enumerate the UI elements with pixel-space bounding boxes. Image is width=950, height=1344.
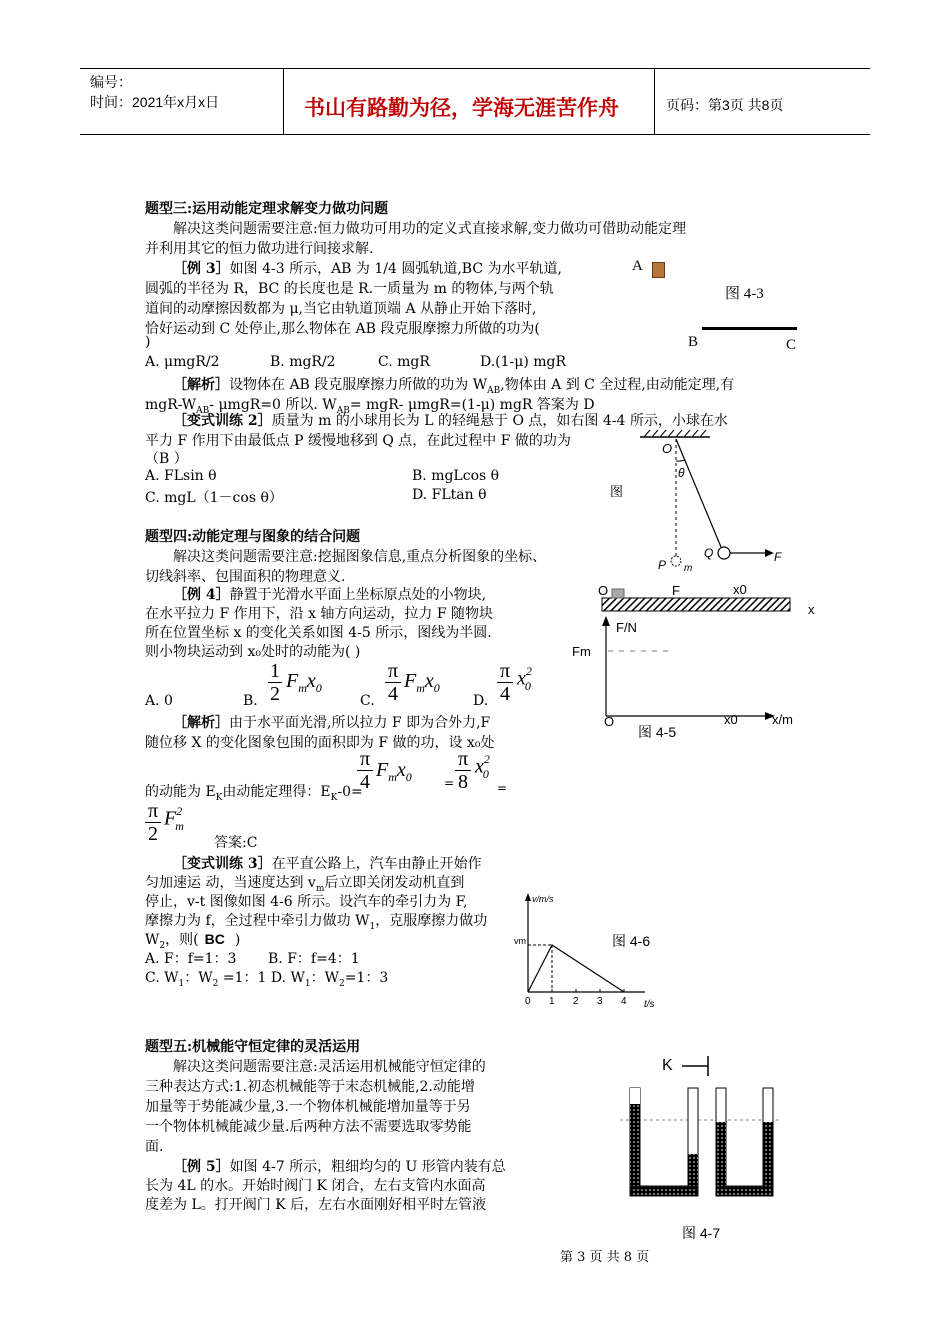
solution4-frac3: π 2 [145, 800, 161, 845]
example4-tag: ［例 4］ [173, 587, 230, 603]
fig45-label-x: x [808, 602, 815, 617]
variant3-answer: BC [204, 931, 225, 947]
section4-intro-line2: 切线斜率、包围面积的物理意义. [145, 569, 346, 585]
fig46-tick-label: 1 [549, 996, 555, 1007]
example5-tag: ［例 5］ [173, 1159, 230, 1175]
page-footer: 第 3 页 共 8 页 [560, 1250, 650, 1265]
example3-option-b: B. mgR/2 [270, 354, 336, 370]
fig43-label-c: C [786, 337, 797, 353]
fig46-caption: 图 4-6 [612, 933, 651, 949]
fig46-vm-label: vm [514, 936, 526, 946]
section3-title: 题型三:运用动能定理求解变力做功问题 [145, 201, 389, 217]
fig44-ball-p [671, 556, 681, 566]
fig45-caption: 图 4-5 [638, 724, 677, 740]
variant2-option-a: A. FLsin θ [145, 468, 217, 484]
solution4-line3: 的动能为 $E_K$由动能定理得：$E_K-0=$ [145, 784, 363, 803]
fig44-label-o: O [662, 441, 673, 456]
option-d-expr: $x^2_0$ [517, 664, 532, 693]
fig46-v-label: v/m/s [532, 894, 554, 904]
solution4-expr3: $F^2_m$ [164, 804, 184, 833]
fig43-caption: 图 4-3 [725, 286, 764, 302]
fig46-chart [510, 888, 670, 1008]
example4-line2: 在水平拉力 F 作用下，沿 x 轴方向运动，拉力 F 随物块 [145, 606, 494, 622]
variant2-answer: （B ） [145, 451, 188, 467]
example3-text1: 如图 4-3 所示，AB 为 1/4 圆弧轨道,BC 为水平轨道, [229, 261, 562, 277]
solution4-expr2: $x^2_0$ [475, 752, 490, 781]
variant3-line2: 匀加速运 动，当速度达到 $v_m$后立即关闭发动机直到 [145, 875, 465, 894]
variant2-option-d: D. FLtan θ [412, 487, 487, 503]
variant2-option-c: C. mgL（1－cos θ） [145, 490, 283, 506]
fig45-label-fn: F/N [616, 620, 637, 635]
fig44-hatching [644, 430, 706, 437]
fig47-right-tube [716, 1088, 773, 1196]
solution4-tag: ［解析］ [173, 715, 229, 731]
variant2-option-b: B. mgLcos θ [412, 468, 500, 484]
fig47-diagram [620, 1048, 780, 1248]
example5-line1: ［例 5］如图 4-7 所示，粗细均匀的 U 形管内装有总 [173, 1159, 506, 1175]
example3-line1 [173, 258, 562, 278]
fig44-label-p: P [658, 558, 667, 572]
example3-option-d: D.(1-μ) mgR [480, 354, 567, 370]
example4-option-c: C. [360, 693, 375, 709]
solution4-line2: 随位移 X 的变化图象包围的面积即为 F 做的功，设 x₀处 [145, 735, 495, 751]
example4-option-b: B. [243, 693, 258, 709]
fig46-tick-label: 3 [597, 996, 603, 1007]
fig43-block [652, 262, 665, 278]
fig46-t-label: t/s [644, 999, 655, 1008]
fig46-tick-label: 0 [525, 996, 531, 1007]
fig45-ground [602, 598, 790, 611]
option-d-fraction: π 4 [497, 660, 513, 705]
example4-line1: ［例 4］静置于光滑水平面上坐标原点处的小物块, [173, 587, 487, 603]
section4-intro-line1: 解决这类问题需要注意:挖掘图象信息,重点分析图象的坐标、 [173, 549, 547, 565]
example3-line2: 圆弧的半径为 R，BC 的长度也是 R.一质量为 m 的物体,与两个轨 [145, 281, 554, 297]
fig45-label-x0-bot: x0 [724, 712, 738, 727]
section3-intro-line1: 解决这类问题需要注意:恒力做功可用功的定义式直接求解,变力做功可借助动能定理 [173, 221, 687, 237]
example5-line3: 度差为 L。打开阀门 K 后，左右水面刚好相平时左管液 [145, 1197, 487, 1213]
section5-intro-line1: 解决这类问题需要注意:灵活运用机械能守恒定律的 [173, 1059, 486, 1075]
fig44-label-q: Q [704, 546, 714, 560]
fig44-ball-q [718, 547, 730, 559]
fig46-tick-label: 4 [621, 996, 627, 1007]
variant3-line3: 停止，v-t 图像如图 4-6 所示。设汽车的牵引力为 F, [145, 894, 468, 910]
example5-line2: 长为 4L 的水。开始时阀门 K 闭合，左右支管内水面高 [145, 1178, 486, 1194]
fig44-diagram [600, 425, 800, 585]
fig43-label-a: A [632, 258, 643, 274]
fig44-label-theta: θ [678, 466, 685, 480]
variant2-line2: 平力 F 作用下由最低点 P 缓慢地移到 Q 点，在此过程中 F 做的功为 [145, 433, 571, 449]
variant3-line1: ［变式训练 3］在平直公路上，汽车由静止开始作 [173, 856, 482, 872]
solution3-line2: mgR-$W_{AB}-$ μmgR=0 所以. $W_{AB}= mgR-$ μmgR=(1-μ) mgR 答案为 D [145, 397, 595, 416]
example3-option-a: A. μmgR/2 [145, 354, 220, 370]
header-motto: 书山有路勤为径，学海无涯苦作舟 [304, 96, 619, 120]
solution4-expr1: $F_mx_0$ [376, 759, 412, 784]
variant2-line1: ［变式训练 2］质量为 m 的小球用长为 L 的轻绳悬于 O 点，如右图 4-4 所示，小球在水 [173, 413, 728, 429]
solution4-line1: ［解析］由于水平面光滑,所以拉力 F 即为合外力,F [173, 715, 491, 731]
fig44-caption: 图 [610, 484, 624, 499]
fig46-vt-line [528, 945, 624, 992]
variant3-option-b: B. F：f=4：1 [268, 951, 360, 967]
fig47-caption: 图 4-7 [682, 1225, 721, 1241]
option-c-fraction: π 4 [385, 660, 401, 705]
example4-option-d: D. [473, 693, 489, 709]
solution4-frac2: π 8 [455, 748, 471, 793]
fig47-label-k: K [662, 1057, 673, 1074]
variant3-line5: $W_2$，则( BC ) [145, 931, 241, 951]
variant3-option-a: A. F：f=1：3 [145, 951, 237, 967]
fig45-label-f-top: F [672, 583, 680, 598]
solution4-answer: 答案:C [214, 835, 258, 851]
variant3-line4: 摩擦力为 f，全过程中牵引力做功 $W_1$，克服摩擦力做功 [145, 913, 488, 932]
option-c-expr: $F_mx_0$ [404, 670, 440, 695]
solution4-eq1: = [444, 776, 455, 790]
section5-intro-line2: 三种表达方式:1.初态机械能等于末态机械能,2.动能增 [145, 1079, 475, 1095]
header-page-label: 页码：第3页 共8页 [666, 97, 784, 113]
fig45-label-xm: x/m [772, 712, 793, 727]
option-b-fraction: 1 2 [270, 660, 280, 705]
example4-line3: 所在位置坐标 x 的变化关系如图 4-5 所示，图线为半圆. [145, 625, 492, 641]
section5-intro-line3: 加量等于势能减少量,3.一个物体机械能增加量等于另 [145, 1099, 471, 1115]
solution3-tag: ［解析］ [173, 377, 229, 393]
section3-intro-line2: 并利用其它的恒力做功进行间接求解. [145, 241, 374, 257]
fig45-label-o-bot: O [604, 714, 615, 729]
fig44-arrowhead [765, 549, 774, 557]
solution4-frac1: π 4 [357, 748, 373, 793]
solution4-eq2: = [497, 781, 508, 795]
section5-intro-line4: 一个物体机械能减少量.后两种方法不需要选取零势能 [145, 1119, 472, 1135]
fig44-label-m: m [684, 563, 693, 574]
section5-title: 题型五:机械能守恒定律的灵活运用 [145, 1039, 361, 1055]
variant3-options-cd: C. $W_1$：$W_2 =1$：1 D. $W_1$：$W_2=1$：3 [145, 970, 389, 989]
header-number-label: 编号： [90, 74, 132, 90]
example4-line4: 则小物块运动到 x₀处时的动能为( ) [145, 644, 361, 660]
fig46-marks [525, 945, 627, 1007]
variant2-tag: ［变式训练 2］ [173, 413, 272, 429]
fig43-track-bc [702, 327, 797, 330]
option-b-expr: $F_mx_0$ [286, 670, 322, 695]
fig46-tick-label: 2 [573, 996, 579, 1007]
fig47-left-tube [630, 1088, 698, 1196]
example3-line3: 道间的动摩擦因数都为 μ,当它由轨道顶端 A 从静止开始下落时, [145, 301, 537, 317]
fig45-label-o-top: O [598, 583, 609, 598]
example3-line5: ) [145, 334, 151, 350]
fig45-label-fm: Fm [572, 644, 591, 659]
fig45-f-arrow [602, 616, 610, 626]
example3-tag: ［例 3］ [173, 261, 230, 277]
section4-title: 题型四:动能定理与图象的结合问题 [145, 529, 361, 545]
section5-intro-line5: 面. [145, 1139, 164, 1155]
fig44-rope [676, 439, 721, 547]
fig44-label-f: F [774, 550, 782, 564]
fig45-block [612, 589, 624, 598]
example4-option-a: A. 0 [145, 693, 173, 709]
solution3-line1: ［解析］设物体在 AB 段克服摩擦力所做的功为 $W_{AB}$,物体由 A 到 C 全过程,由动能定理,有 [173, 377, 735, 396]
fig44-angle-arc [676, 460, 685, 461]
fig46-v-arrow [525, 893, 531, 901]
example3-option-c: C. mgR [378, 354, 430, 370]
example3-line4: 恰好运动到 C 处停止,那么物体在 AB 段克服摩擦力所做的功为( [145, 321, 540, 337]
fig43-label-b: B [688, 334, 699, 350]
fig45-diagram [572, 578, 822, 743]
fig45-label-x0-top: x0 [733, 582, 747, 597]
variant3-tag: ［变式训练 3］ [173, 856, 272, 872]
header-time-label: 时间：2021年x月x日 [90, 94, 220, 110]
